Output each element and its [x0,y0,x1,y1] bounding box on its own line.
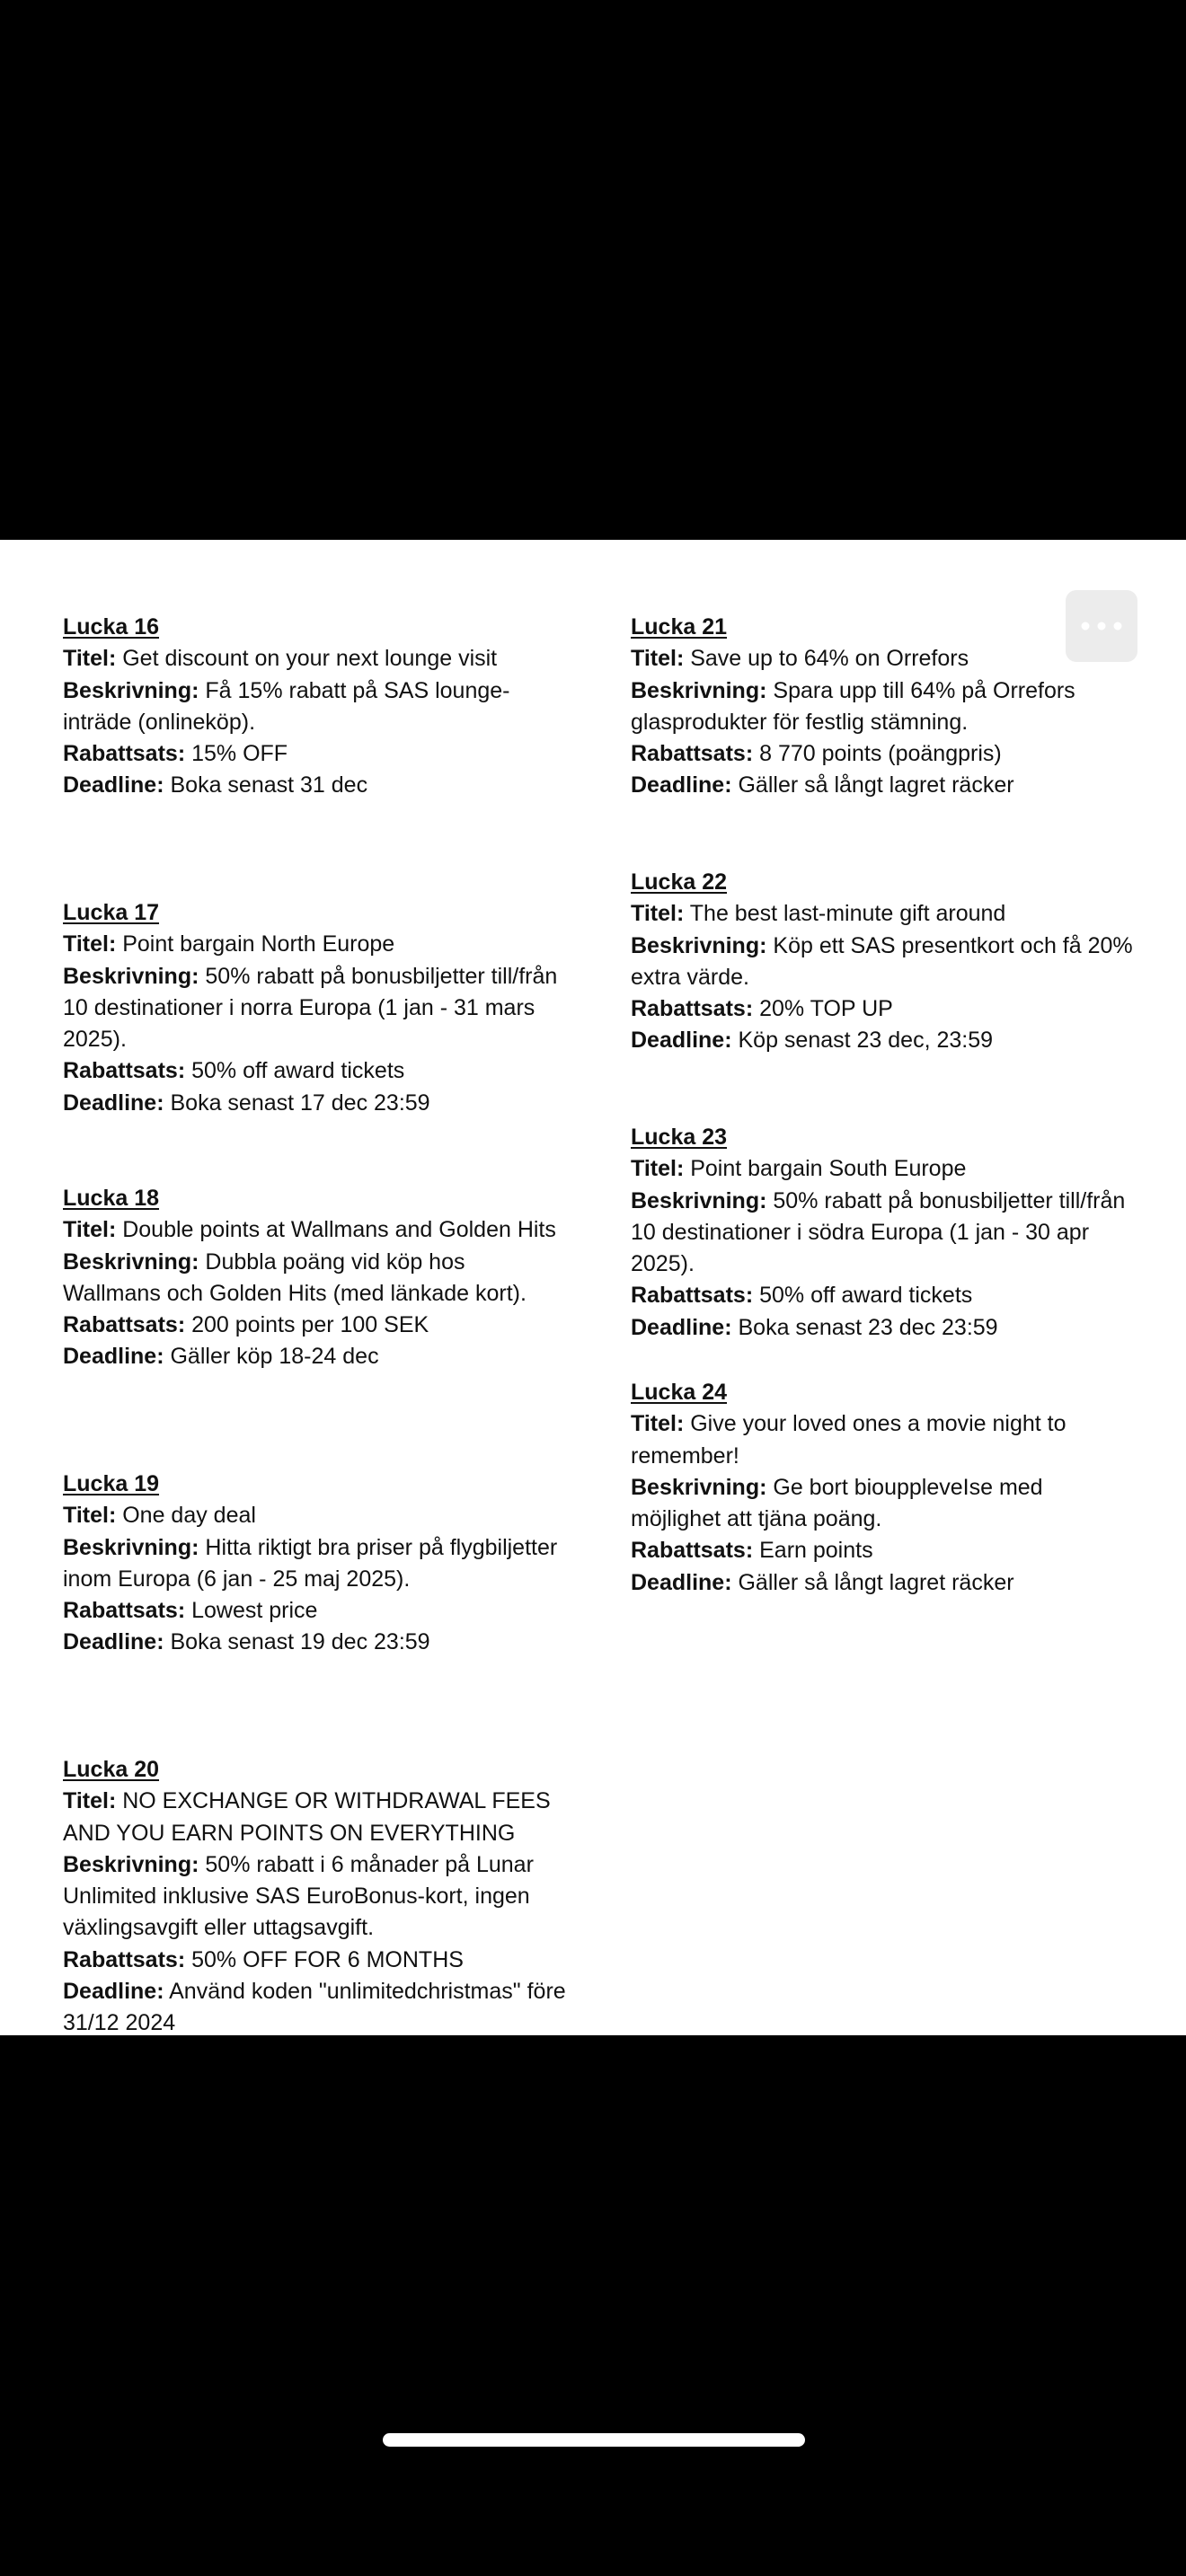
entry-heading: Lucka 19 [63,1471,160,1496]
beskrivning-label: Beskrivning: [631,1187,767,1213]
titel-value: NO EXCHANGE OR WITHDRAWAL FEES AND YOU EARN POINTS ON EVERYTHING [63,1788,551,1846]
rabattsats-label: Rabattsats: [63,1946,186,1972]
deadline-value: Gäller så långt lagret räcker [738,772,1014,798]
titel-label: Titel: [631,901,685,927]
deadline-value: Boka senast 23 dec 23:59 [738,1314,998,1340]
rabattsats-value: 20% TOP UP [759,996,893,1022]
rabattsats-label: Rabattsats: [631,1283,754,1309]
titel-label: Titel: [63,1217,117,1243]
entry-heading: Lucka 16 [63,614,160,640]
titel-label: Titel: [63,1788,117,1814]
beskrivning-label: Beskrivning: [63,677,199,703]
deadline-label: Deadline: [631,1028,732,1054]
beskrivning-label: Beskrivning: [63,963,199,989]
deadline-label: Deadline: [63,1629,164,1655]
rabattsats-label: Rabattsats: [63,1598,186,1624]
titel-value: Save up to 64% on Orrefors [690,646,969,672]
deadline-value: Boka senast 31 dec [170,772,368,798]
titel-value: One day deal [122,1503,256,1529]
deadline-value: Använd koden "unlimitedchristmas" före 31/12 2024 [63,1979,566,2036]
deadline-label: Deadline: [631,1314,732,1340]
lucka-17-entry [63,897,566,1183]
beskrivning-label: Beskrivning: [63,1851,199,1877]
rabattsats-value: Lowest price [191,1598,318,1624]
entry-heading: Lucka 20 [63,1757,160,1782]
beskrivning-value: Dubbla poäng vid köp hos Wallmans och Golden Hits (med länkade kort). [63,1248,527,1306]
home-indicator[interactable] [383,2433,805,2447]
deadline-value: Boka senast 19 dec 23:59 [170,1629,430,1655]
more-options-button[interactable] [1066,590,1137,662]
beskrivning-label: Beskrivning: [63,1534,199,1560]
beskrivning-value: 50% rabatt på bonusbiljetter till/från 10 destinationer i norra Europa (1 jan - 31 mars 2025). [63,963,558,1053]
beskrivning-label: Beskrivning: [631,932,767,958]
titel-label: Titel: [631,1156,685,1182]
rabattsats-value: 50% off award tickets [759,1283,973,1309]
titel-label: Titel: [631,646,685,672]
titel-value: The best last-minute gift around [689,901,1006,927]
beskrivning-label: Beskrivning: [631,677,767,703]
lucka-22-entry [631,867,1134,1122]
rabattsats-label: Rabattsats: [631,741,754,767]
beskrivning-value: Hitta riktigt bra priser på flygbiljetter inom Europa (6 jan - 25 maj 2025). [63,1534,558,1592]
entry-heading: Lucka 17 [63,900,160,925]
rabattsats-label: Rabattsats: [63,1312,186,1338]
lucka-21-entry [631,612,1134,867]
rabattsats-value: 50% off award tickets [191,1058,405,1084]
beskrivning-value: Få 15% rabatt på SAS lounge-inträde (onlineköp). [63,677,510,735]
lucka-24-entry [631,1377,1134,1632]
titel-label: Titel: [63,1503,117,1529]
titel-value: Point bargain South Europe [690,1156,967,1182]
rabattsats-value: 50% OFF FOR 6 MONTHS [191,1946,464,1972]
beskrivning-label: Beskrivning: [63,1248,199,1275]
titel-label: Titel: [63,646,117,672]
deadline-value: Köp senast 23 dec, 23:59 [738,1028,994,1054]
beskrivning-label: Beskrivning: [631,1474,767,1500]
lucka-23-entry [631,1122,1134,1377]
rabattsats-value: 8 770 points (poängpris) [759,741,1002,767]
rabattsats-label: Rabattsats: [631,996,754,1022]
entry-heading: Lucka 24 [631,1380,728,1405]
top-letterbox [0,0,1186,540]
rabattsats-label: Rabattsats: [631,1538,754,1564]
titel-value: Double points at Wallmans and Golden Hits [122,1217,556,1243]
rabattsats-value: Earn points [759,1538,873,1564]
deadline-label: Deadline: [631,772,732,798]
beskrivning-value: Ge bort biouppleveIse med möjlighet att tjäna poäng. [631,1474,1043,1532]
deadline-value: Boka senast 17 dec 23:59 [170,1090,430,1116]
rabattsats-label: Rabattsats: [63,741,186,767]
titel-value: Point bargain North Europe [122,931,395,957]
lucka-19-entry [63,1469,566,1754]
deadline-label: Deadline: [63,772,164,798]
beskrivning-value: 50% rabatt i 6 månader på Lunar Unlimited inklusive SAS EuroBonus-kort, ingen växlingsavgift eller uttagsavgift. [63,1851,534,1941]
titel-value: Get discount on your next lounge visit [122,646,498,672]
deadline-value: Gäller köp 18-24 dec [170,1344,379,1370]
titel-label: Titel: [631,1411,685,1437]
deadline-label: Deadline: [63,1344,164,1370]
deadline-value: Gäller så långt lagret räcker [738,1569,1014,1595]
beskrivning-value: Spara upp till 64% på Orrefors glasprodukter för festlig stämning. [631,677,1075,735]
bottom-letterbox [0,2035,1186,2576]
titel-label: Titel: [63,931,117,957]
entry-heading: Lucka 23 [631,1125,728,1150]
beskrivning-value: Köp ett SAS presentkort och få 20% extra värde. [631,932,1133,990]
lucka-20-entry [63,1754,566,2040]
deadline-label: Deadline: [631,1569,732,1595]
rabattsats-label: Rabattsats: [63,1058,186,1084]
titel-value: Give your loved ones a movie night to remember! [631,1411,1067,1469]
deadline-label: Deadline: [63,1979,164,2005]
lucka-18-entry [63,1183,566,1469]
deadline-label: Deadline: [63,1090,164,1116]
lucka-16-entry [63,612,566,897]
rabattsats-value: 200 points per 100 SEK [191,1312,429,1338]
right-column [631,612,1134,1632]
entry-heading: Lucka 22 [631,869,728,895]
entry-heading: Lucka 18 [63,1186,160,1211]
more-horizontal-icon [1080,621,1123,631]
rabattsats-value: 15% OFF [191,741,288,767]
entry-heading: Lucka 21 [631,614,728,640]
left-column [63,612,566,2040]
document-page [0,540,1186,2035]
beskrivning-value: 50% rabatt på bonusbiljetter till/från 10 destinationer i södra Europa (1 jan - 30 apr 2025). [631,1187,1126,1277]
